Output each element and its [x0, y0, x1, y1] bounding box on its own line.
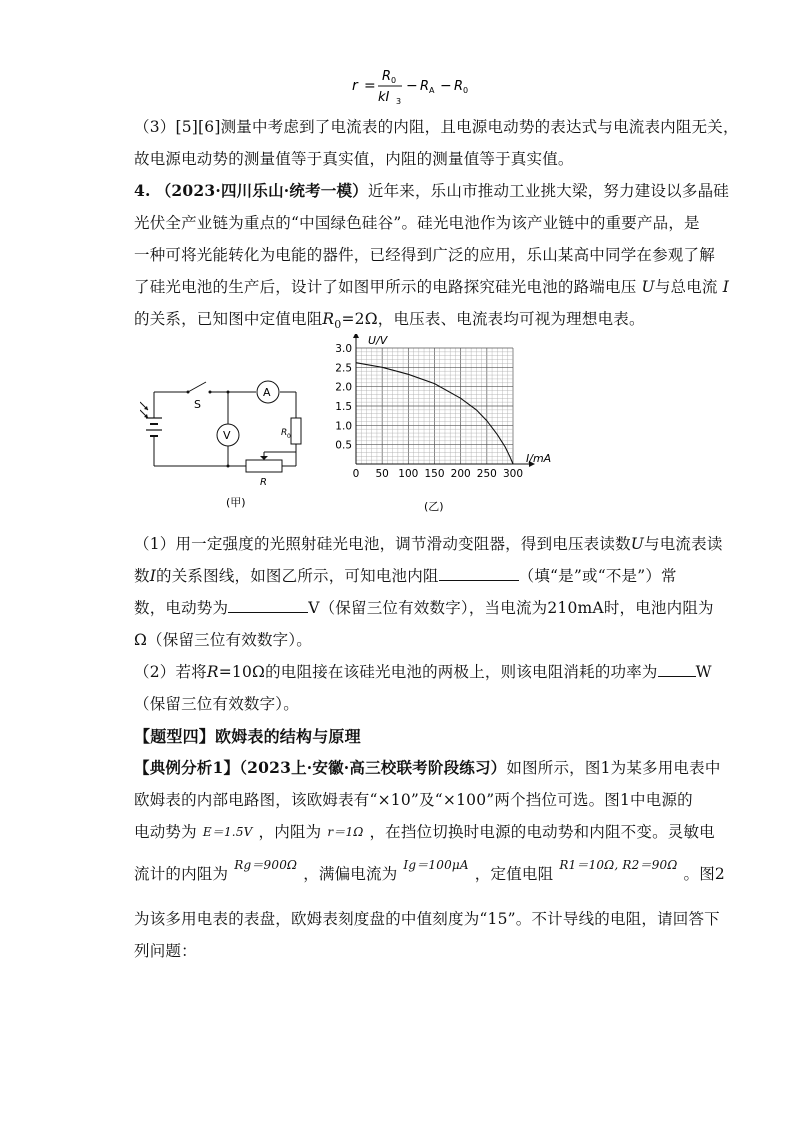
- svg-text:0: 0: [463, 86, 469, 95]
- y-tick-label: 0.5: [335, 439, 352, 452]
- svg-text:−: −: [440, 78, 452, 94]
- section-heading: 【题型四】欧姆表的结构与原理: [134, 727, 361, 746]
- y-tick-label: 2.5: [335, 362, 352, 375]
- question4-line1: 4. （2023·四川乐山·统考一模）近年来，乐山市推动工业挑大梁，努力建设以多晶硅: [134, 181, 729, 200]
- y-tick-label: 2.0: [335, 381, 352, 394]
- formula-numerator: R: [382, 69, 392, 84]
- part1-line3: 数，电动势为 V（保留三位有效数字），当电流为210mA时，电池内阻为: [134, 599, 714, 617]
- svg-text:3: 3: [396, 97, 402, 106]
- example-line1: 【典例分析1】（2023上·安徽·高三校联考阶段练习）如图所示，图1为某多用电表中: [134, 758, 721, 777]
- graph-caption: (乙): [424, 500, 444, 513]
- circuit-caption: (甲): [226, 496, 246, 509]
- example-line3: 电动势为 E＝1.5V ，内阻为 r＝1Ω ，在挡位切换时电源的电动势和内阻不变。灵敏电: [134, 823, 715, 841]
- question4-line4: 了硅光电池的生产后，设计了如图甲所示的电路探究硅光电池的路端电压 U与总电流 I: [134, 278, 730, 296]
- para3-line1: （3）[5][6]测量中考虑到了电流表的内阻，且电源电动势的表达式与电流表内阻无关，: [134, 118, 739, 136]
- question-source: （2023·四川乐山·统考一模）: [155, 181, 368, 200]
- svg-text:R: R: [420, 79, 430, 94]
- part2-line2: （保留三位有效数字）。: [134, 695, 299, 713]
- circuit-diagram: [140, 370, 320, 510]
- x-tick-label: 0: [352, 468, 360, 480]
- svg-text:0: 0: [287, 433, 291, 440]
- x-tick-label: 50: [375, 468, 389, 480]
- example-line6: 列问题：: [134, 942, 197, 960]
- svg-text:−: −: [406, 78, 418, 94]
- svg-text:A: A: [429, 86, 435, 95]
- y-tick-label: 1.0: [335, 420, 352, 433]
- example-line2: 欧姆表的内部电路图，该欧姆表有“×10”及“×100”两个挡位可选。图1中电源的: [134, 791, 693, 809]
- svg-text:0: 0: [391, 76, 397, 85]
- x-tick-label: 100: [398, 468, 419, 480]
- part2-line1: （2）若将R=10Ω的电阻接在该硅光电池的两极上，则该电阻消耗的功率为 W: [134, 663, 712, 681]
- rheostat-label: R: [260, 477, 267, 488]
- question4-line3: 一种可将光能转化为电能的器件，已经得到广泛的应用，乐山某高中同学在参观了解: [134, 246, 715, 264]
- internal-resistance-formula: [340, 60, 480, 108]
- svg-text:R: R: [454, 79, 464, 94]
- x-tick-label: 250: [476, 468, 497, 480]
- question4-line5: 的关系，已知图中定值电阻$R_0=2\Omega$，电压表、电流表均可视为理想电表。: [134, 310, 645, 332]
- x-tick-label: 300: [502, 468, 524, 480]
- question-number: 4.: [134, 181, 151, 200]
- voltmeter-label: V: [223, 429, 231, 442]
- para3-line2: 故电源电动势的测量值等于真实值，内阻的测量值等于真实值。: [134, 150, 574, 168]
- formula-denominator: kI: [378, 90, 390, 105]
- part1-line1: （1）用一定强度的光照射硅光电池，调节滑动变阻器，得到电压表读数U与电流表读: [134, 535, 723, 553]
- svg-text:=: =: [364, 78, 376, 94]
- y-tick-label: 1.5: [335, 401, 352, 413]
- ui-graph: [326, 334, 566, 516]
- example-line4: 流计的内阻为 $^{Rg=900\Omega}$ ，满偏电流为 $^{Ig=100\mu A}$ ，定值电阻 $^{R1=10\Omega, R2=90\Omega}$ 。图2: [134, 858, 725, 883]
- part1-line4: Ω（保留三位有效数字）。: [134, 631, 313, 649]
- ammeter-label: A: [263, 386, 271, 399]
- r0-label: R: [281, 428, 288, 438]
- y-tick-label: 3.0: [335, 343, 352, 355]
- answer-blank-emf[interactable]: [228, 598, 308, 613]
- answer-blank-constant[interactable]: [439, 566, 519, 581]
- y-axis-label: U/V: [368, 334, 388, 347]
- x-axis-label: I/mA: [526, 452, 552, 465]
- x-tick-label: 150: [424, 468, 445, 480]
- part1-line2: 数I的关系图线，如图乙所示，可知电池内阻 （填“是”或“不是”）常: [134, 567, 677, 585]
- x-tick-label: 200: [450, 468, 471, 480]
- answer-blank-power[interactable]: [658, 662, 696, 677]
- question4-line2: 光伏全产业链为重点的“中国绿色硅谷”。硅光电池作为该产业链中的重要产品，是: [134, 214, 700, 232]
- switch-label: S: [194, 398, 201, 411]
- formula-lhs: r: [352, 78, 358, 94]
- example-line5: 为该多用电表的表盘，欧姆表刻度盘的中值刻度为“15”。不计导线的电阻，请回答下: [134, 910, 720, 928]
